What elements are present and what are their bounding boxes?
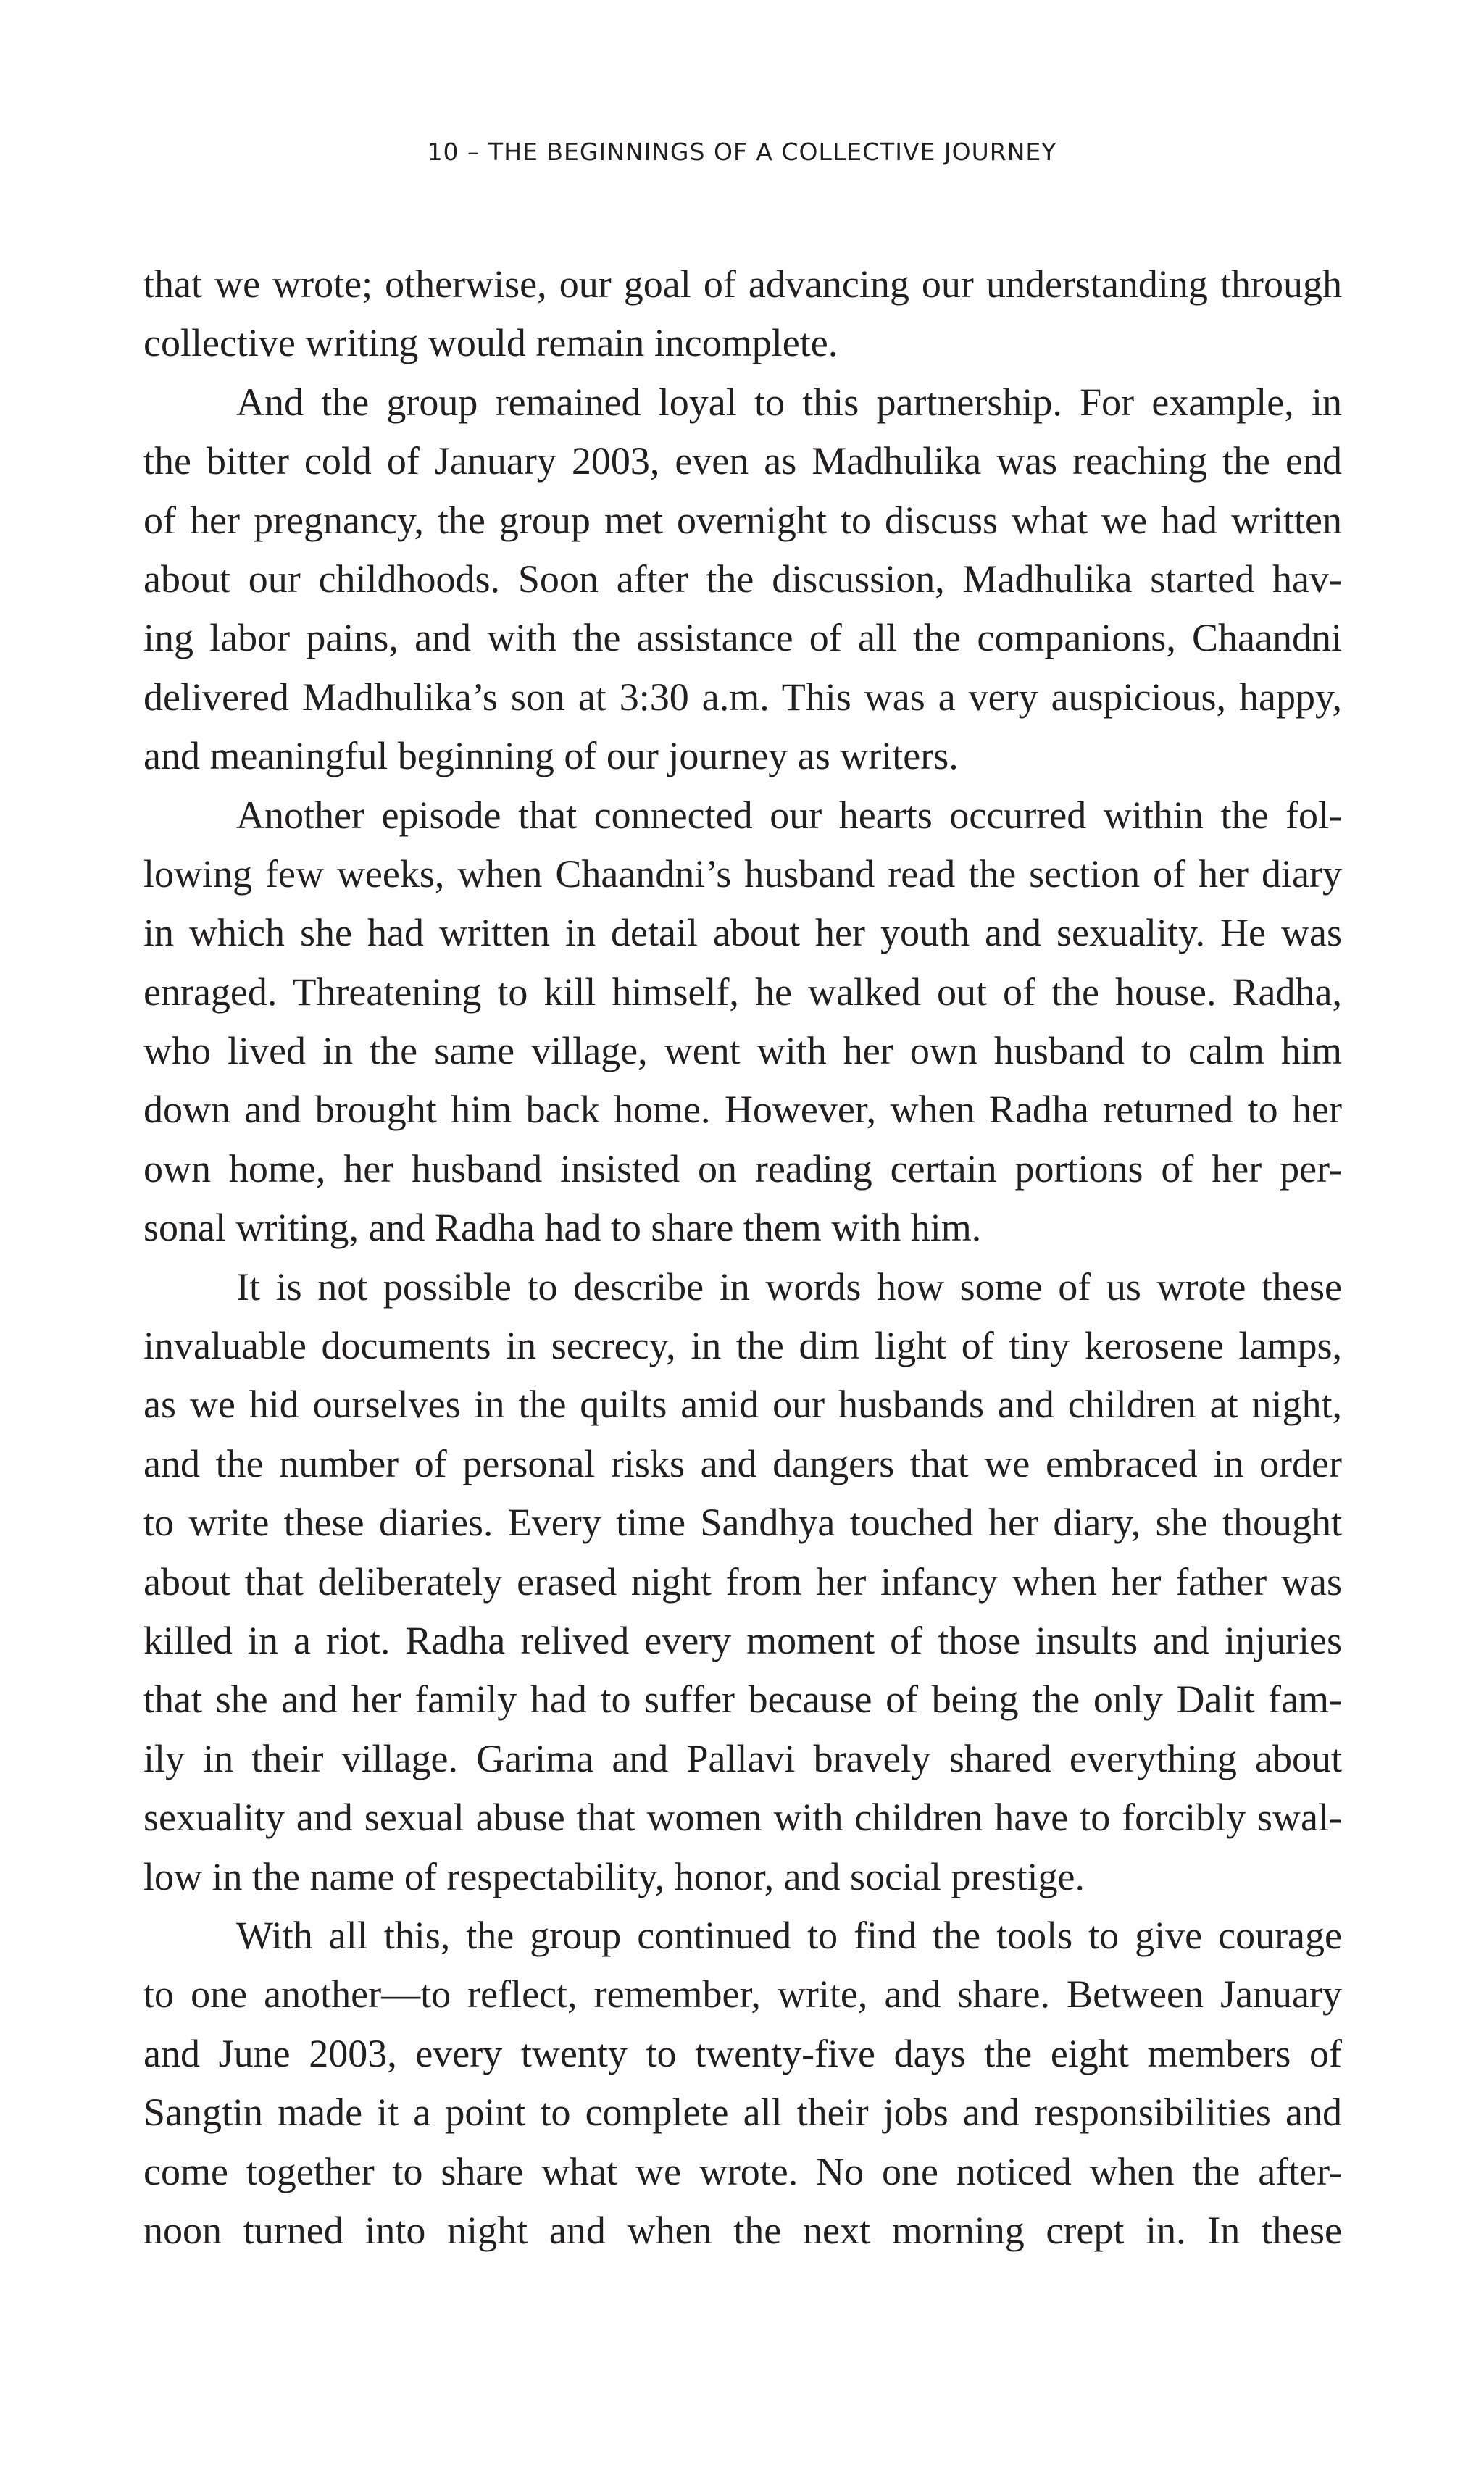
text-line: about that deliberately erased night from her infancy when her father was	[143, 1559, 1342, 1604]
paragraph-first-line: With all this, the group continued to find the tools to give courage	[236, 1913, 1342, 1957]
body-text	[143, 255, 1342, 2260]
text-line: to one another—to reflect, remember, write, and share. Between January	[143, 1972, 1342, 2017]
text-line: Sangtin made it a point to complete all their jobs and responsibilities and	[143, 2090, 1342, 2135]
text-line: lowing few weeks, when Chaandni’s husband read the section of her diary	[143, 851, 1342, 896]
text-line: about our childhoods. Soon after the discussion, Madhulika started hav-	[143, 556, 1342, 601]
text-line: in which she had written in detail about her youth and sexuality. He was	[143, 911, 1342, 955]
text-line: the bitter cold of January 2003, even as Madhulika was reaching the end	[143, 439, 1342, 483]
text-line: ing labor pains, and with the assistance of all the companions, Chaandni	[143, 616, 1342, 660]
paragraph-first-line: It is not possible to describe in words how some of us wrote these	[236, 1264, 1342, 1309]
paragraph-first-line: Another episode that connected our hearts occurred within the fol-	[236, 793, 1342, 837]
text-line: sonal writing, and Radha had to share them with him.	[143, 1206, 982, 1250]
text-line: come together to share what we wrote. No one noticed when the after-	[143, 2149, 1342, 2193]
running-head: 10 – THE BEGINNINGS OF A COLLECTIVE JOURNEY	[427, 138, 1057, 166]
text-line: noon turned into night and when the next morning crept in. In these	[143, 2208, 1342, 2252]
text-line: low in the name of respectability, honor, and social prestige.	[143, 1854, 1085, 1898]
text-line: own home, her husband insisted on reading certain portions of her per-	[143, 1146, 1342, 1191]
text-line: who lived in the same village, went with her own husband to calm him	[143, 1029, 1342, 1073]
text-line: down and brought him back home. However, when Radha returned to her	[143, 1088, 1342, 1132]
text-line: sexuality and sexual abuse that women with children have to forcibly swal-	[143, 1796, 1342, 1840]
text-line: that she and her family had to suffer because of being the only Dalit fam-	[143, 1677, 1342, 1722]
text-line: to write these diaries. Every time Sandhya touched her diary, she thought	[143, 1501, 1342, 1545]
text-line: of her pregnancy, the group met overnight to discuss what we had written	[143, 498, 1342, 542]
text-line: killed in a riot. Radha relived every moment of those insults and injuries	[143, 1618, 1342, 1662]
text-line: enraged. Threatening to kill himself, he walked out of the house. Radha,	[143, 970, 1342, 1014]
text-line: collective writing would remain incomplete.	[143, 321, 838, 365]
text-line: ily in their village. Garima and Pallavi bravely shared everything about	[143, 1736, 1342, 1780]
text-line: and June 2003, every twenty to twenty-five days the eight members of	[143, 2031, 1342, 2075]
text-line: invaluable documents in secrecy, in the dim light of tiny kerosene lamps,	[143, 1324, 1342, 1368]
text-line: delivered Madhulika’s son at 3:30 a.m. This was a very auspicious, happy,	[143, 675, 1342, 719]
text-line: as we hid ourselves in the quilts amid our husbands and children at night,	[143, 1383, 1342, 1427]
text-line: that we wrote; otherwise, our goal of advancing our understanding through	[143, 262, 1342, 306]
paragraph-first-line: And the group remained loyal to this partnership. For example, in	[236, 380, 1342, 424]
text-line: and the number of personal risks and dangers that we embraced in order	[143, 1441, 1342, 1485]
text-line: and meaningful beginning of our journey as writers.	[143, 734, 959, 778]
